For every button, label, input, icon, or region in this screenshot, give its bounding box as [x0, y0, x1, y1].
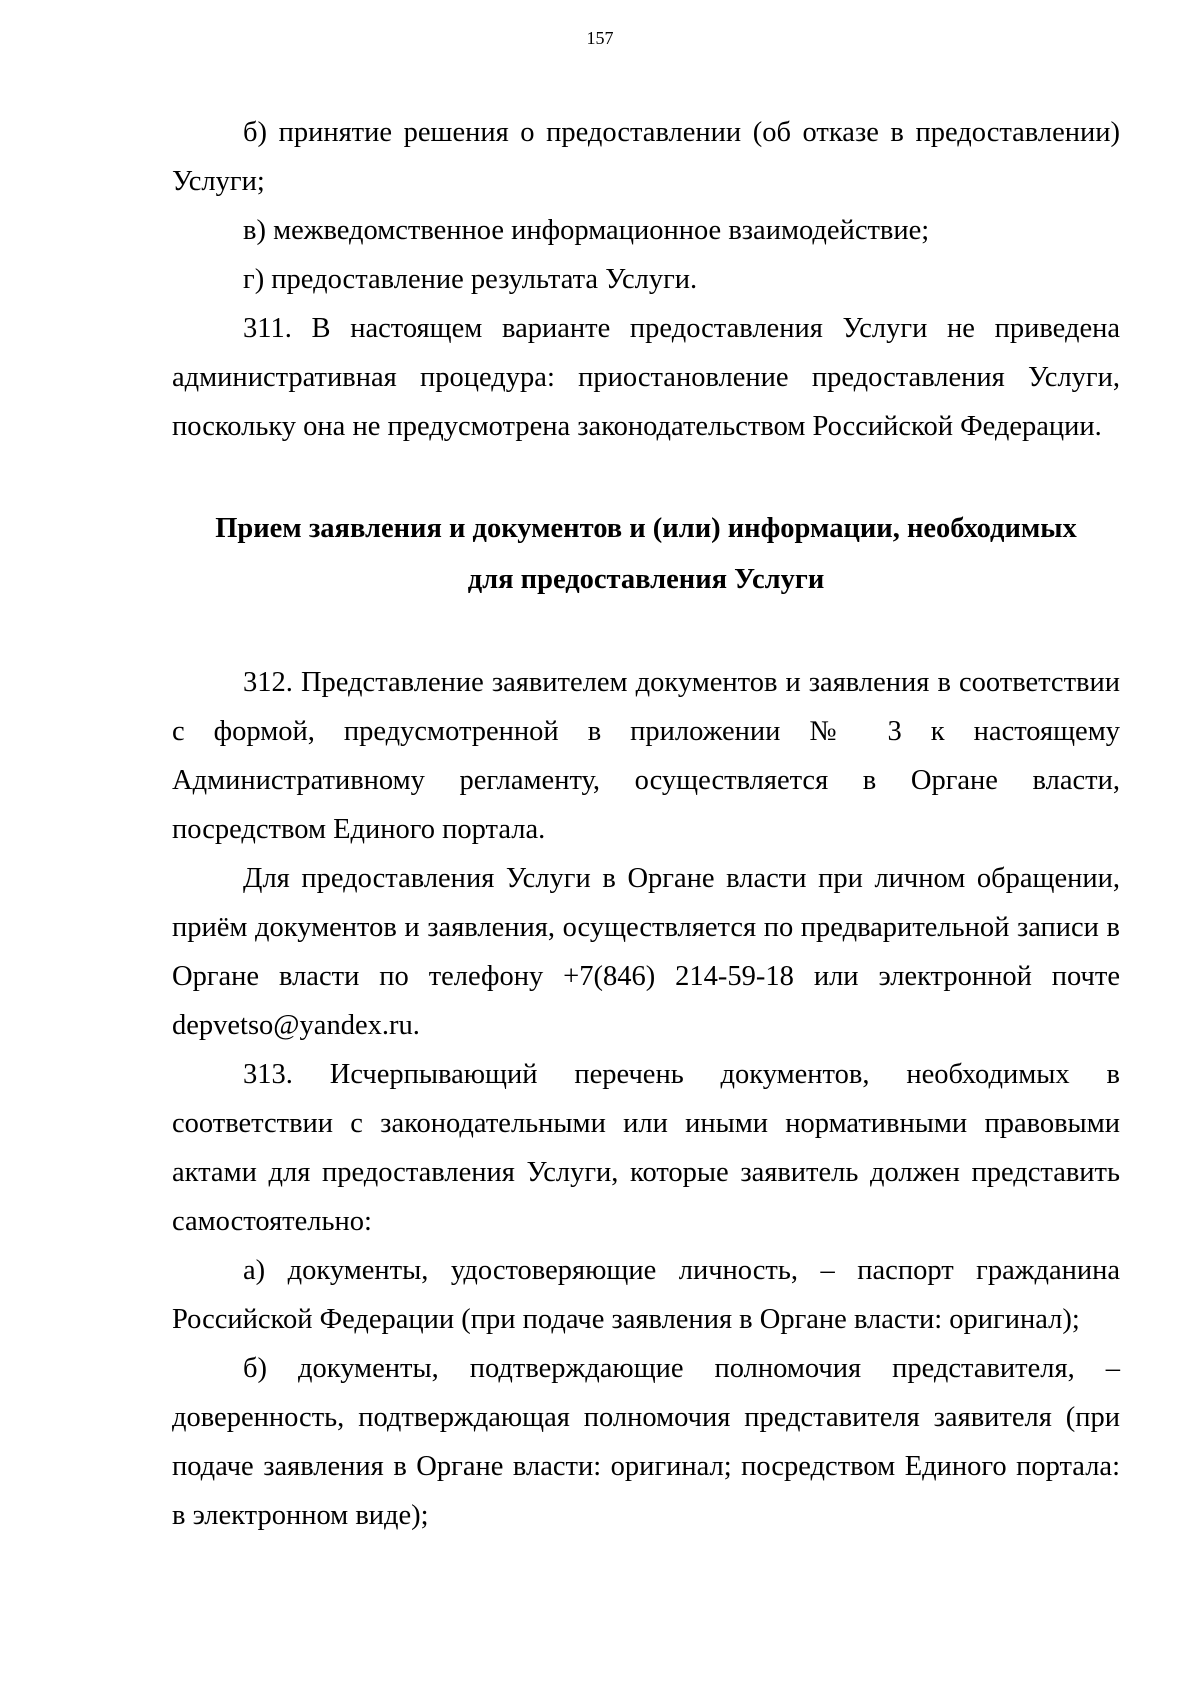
paragraph-311: 311. В настоящем варианте предоставления Услуги не приведена административная процедура: приостановление предоставления Услуги, поскольку она не предусмотрена законодательством Российской Федерации. [172, 313, 1120, 442]
paragraph-313: 313. Исчерпывающий перечень документов, необходимых в соответствии с законодательными или иными нормативными правовыми актами для предоставления Услуги, которые заявитель должен представить самостоятельно: [172, 1059, 1120, 1237]
section-heading-line-2: для предоставления Услуги [467, 564, 825, 595]
section-heading-line-1: Прием заявления и документов и (или) информации, необходимых [215, 513, 1077, 544]
item-b-decision: б) принятие решения о предоставлении (об отказе в предоставлении) Услуги; [172, 117, 1120, 197]
section-heading [172, 503, 1120, 605]
item-g-result: г) предоставление результата Услуги. [243, 264, 698, 295]
document-body [172, 108, 1120, 1540]
paragraph-personal-visit: Для предоставления Услуги в Органе власти при личном обращении, приём документов и заявления, осуществляется по предварительной записи в Органе власти по телефону +7(846) 214-59-18 или электронной почте depvetso@yandex.ru. [172, 863, 1120, 1041]
item-b-representative-documents: б) документы, подтверждающие полномочия представителя, – доверенность, подтверждающая полномочия представителя заявителя (при подаче заявления в Органе власти: оригинал; посредством Единого портала: в электронном виде); [172, 1353, 1120, 1531]
item-a-identity-documents: а) документы, удостоверяющие личность, – паспорт гражданина Российской Федерации (при подаче заявления в Органе власти: оригинал); [172, 1255, 1120, 1335]
paragraph-312: 312. Представление заявителем документов и заявления в соответствии с формой, предусмотренной в приложении № 3 к настоящему Административному регламенту, осуществляется в Органе власти, посредством Единого портала. [172, 667, 1120, 845]
item-v-interaction: в) межведомственное информационное взаимодействие; [243, 215, 930, 246]
page-number: 157 [586, 28, 614, 48]
